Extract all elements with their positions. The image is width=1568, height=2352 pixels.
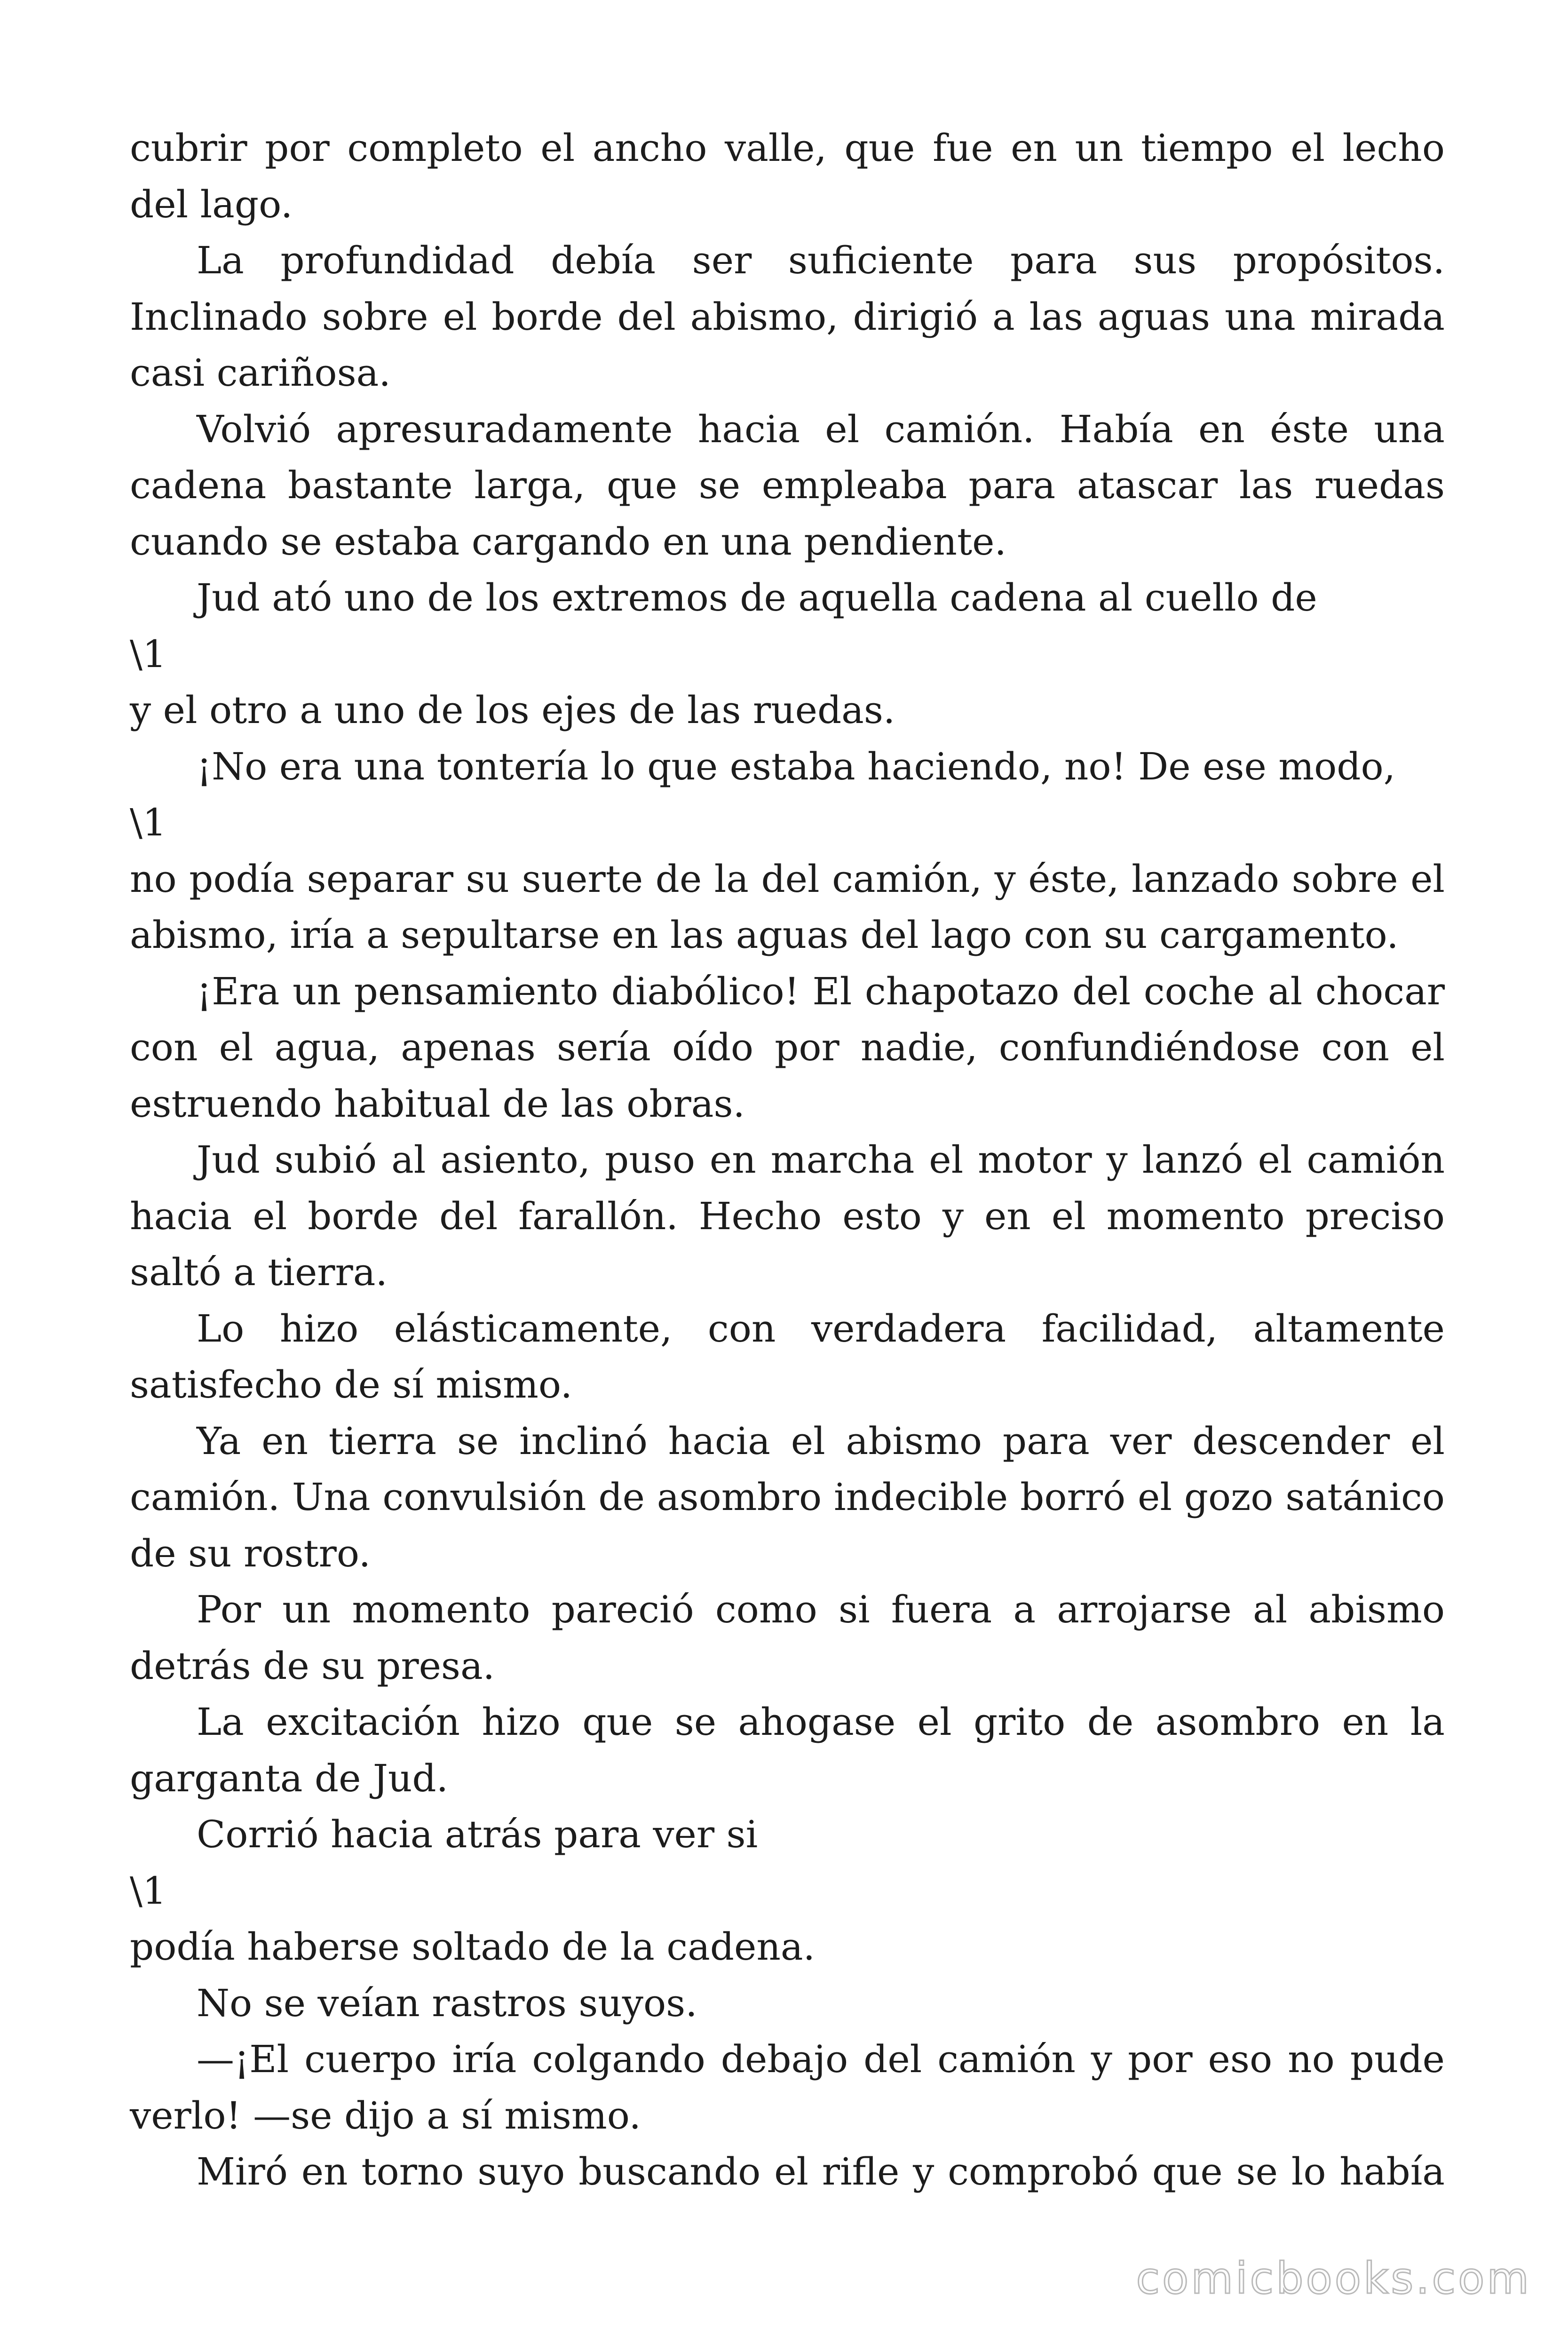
watermark-logo: comicbooks.com bbox=[1136, 2253, 1531, 2304]
paragraph: no podía separar su suerte de la del camión, y éste, lanzado sobre el abismo, iría a sepultarse en las aguas del lago con su cargamento. bbox=[130, 857, 1445, 957]
paragraph: La profundidad debía ser suficiente para sus propósitos. Inclinado sobre el borde del abismo, dirigió a las aguas una mirada casi cariñosa. bbox=[130, 238, 1445, 395]
paragraph: —¡El cuerpo iría colgando debajo del camión y por eso no pude verlo! —se dijo a sí mismo. bbox=[130, 2037, 1445, 2137]
placeholder-marker: \1 bbox=[130, 632, 166, 676]
paragraph: Corrió hacia atrás para ver si bbox=[197, 1812, 758, 1856]
paragraph: No se veían rastros suyos. bbox=[197, 1981, 697, 2025]
placeholder-marker: \1 bbox=[130, 1868, 166, 1913]
paragraph: Ya en tierra se inclinó hacia el abismo para ver descender el camión. Una convulsión de asombro indecible borró el gozo satánico de su rostro. bbox=[130, 1419, 1445, 1575]
paragraph: Volvió apresuradamente hacia el camión. Había en éste una cadena bastante larga, que se empleaba para atascar las ruedas cuando se estaba cargando en una pendiente. bbox=[130, 407, 1445, 564]
placeholder-marker: \1 bbox=[130, 801, 166, 844]
paragraph: Por un momento pareció como si fuera a arrojarse al abismo detrás de su presa. bbox=[130, 1588, 1445, 1688]
page-text bbox=[130, 120, 1445, 2200]
paragraph: La excitación hizo que se ahogase el grito de asombro en la garganta de Jud. bbox=[130, 1700, 1445, 1800]
paragraph: y el otro a uno de los ejes de las ruedas. bbox=[130, 688, 895, 732]
paragraph: Jud subió al asiento, puso en marcha el motor y lanzó el camión hacia el borde del farallón. Hecho esto y en el momento preciso saltó a tierra. bbox=[130, 1138, 1445, 1294]
paragraph: ¡No era una tontería lo que estaba haciendo, no! De ese modo, bbox=[197, 744, 1396, 788]
paragraph: Lo hizo elásticamente, con verdadera facilidad, altamente satisfecho de sí mismo. bbox=[130, 1306, 1445, 1406]
paragraph: ¡Era un pensamiento diabólico! El chapotazo del coche al chocar con el agua, apenas sería oído por nadie, confundiéndose con el estruendo habitual de las obras. bbox=[130, 969, 1445, 1126]
paragraph: podía haberse soltado de la cadena. bbox=[130, 1925, 815, 1969]
paragraph: cubrir por completo el ancho valle, que fue en un tiempo el lecho del lago. bbox=[130, 126, 1445, 226]
paragraph: Jud ató uno de los extremos de aquella cadena al cuello de bbox=[197, 576, 1317, 620]
paragraph: Miró en torno suyo buscando el rifle y comprobó que se lo había bbox=[197, 2150, 1445, 2193]
